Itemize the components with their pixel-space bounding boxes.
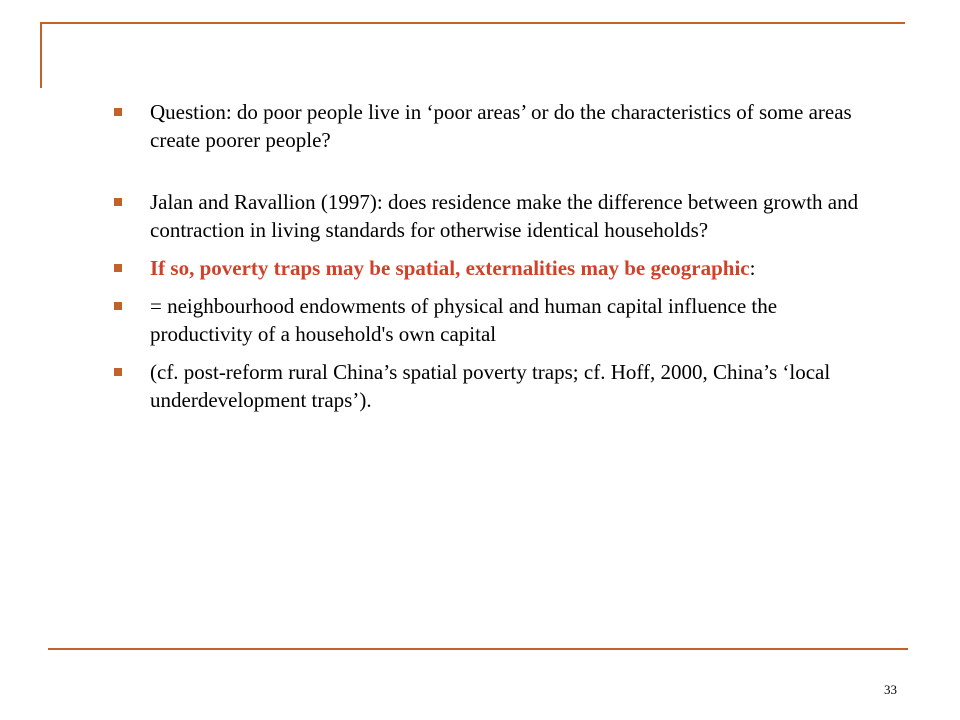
bullet-poverty-traps: [112, 254, 872, 282]
bullet-text: Jalan and Ravallion (1997): does residence make the difference between growth and contraction in living standards for otherwise identical households?: [150, 190, 859, 242]
square-bullet-icon: [114, 198, 122, 206]
frame-top-rule: [40, 22, 905, 24]
square-bullet-icon: [114, 302, 122, 310]
square-bullet-icon: [114, 368, 122, 376]
page-number: 33: [884, 682, 897, 697]
square-bullet-icon: [114, 264, 122, 272]
frame-left-rule: [40, 22, 42, 88]
bullet-jalan-ravallion: [112, 188, 872, 244]
bullet-neighbourhood: [112, 292, 872, 348]
bullet-text: = neighbourhood endowments of physical and human capital influence the productivity of a household's own capital: [150, 294, 778, 346]
slide-body: [112, 98, 872, 424]
bullet-text: (cf. post-reform rural China’s spatial poverty traps; cf. Hoff, 2000, China’s ‘local underdevelopment traps’).: [150, 360, 831, 412]
bullet-china-reference: [112, 358, 872, 414]
bullet-text: Question: do poor people live in ‘poor areas’ or do the characteristics of some areas create poorer people?: [150, 100, 852, 152]
square-bullet-icon: [114, 108, 122, 116]
bullet-question: [112, 98, 872, 154]
frame-bottom-rule: [48, 648, 908, 650]
bullet-text-emphasis: If so, poverty traps may be spatial, externalities may be geographic: [150, 256, 750, 280]
bullet-colon: :: [749, 256, 756, 280]
